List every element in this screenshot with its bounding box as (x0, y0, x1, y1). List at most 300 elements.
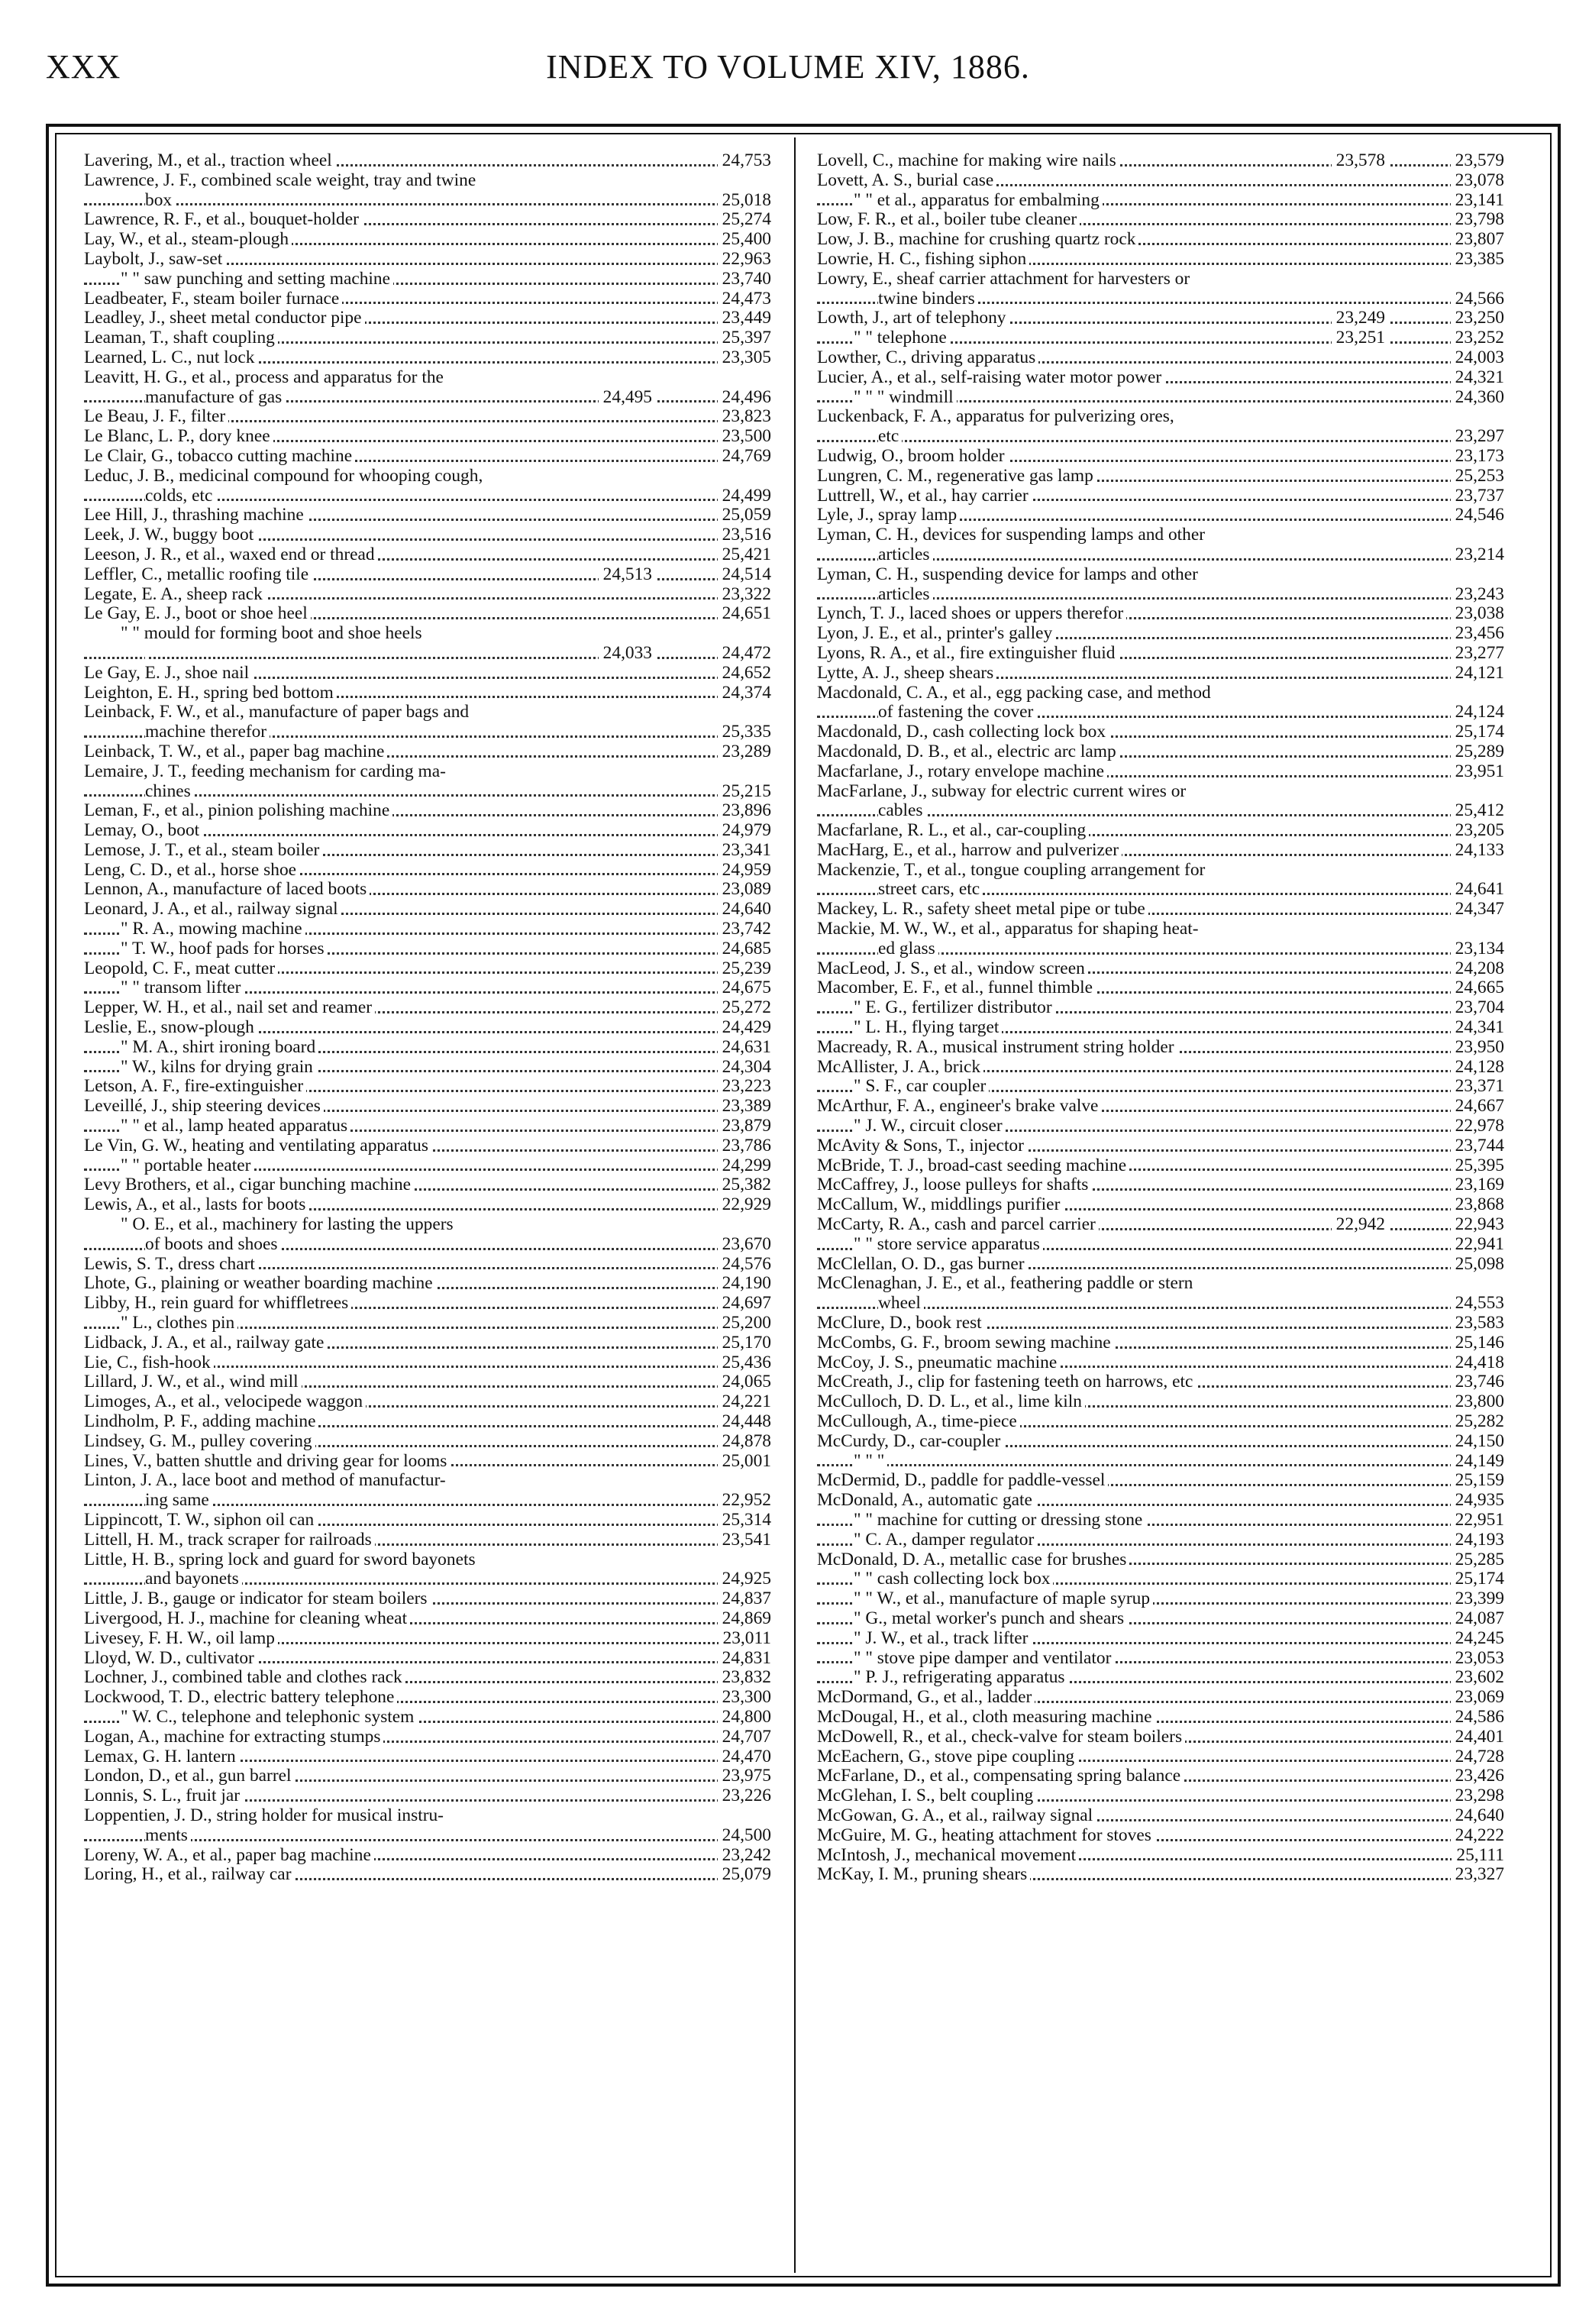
entry-number: 25,285 (1451, 1550, 1504, 1570)
index-entry (817, 1629, 1504, 1649)
entry-text: " " store service apparatus (854, 1235, 1043, 1254)
entry-number: 24,959 (718, 861, 771, 881)
entry-text: Lemay, O., boot (84, 821, 202, 840)
entry-number: 25,239 (718, 959, 771, 979)
entry-line (84, 841, 771, 861)
entry-line (84, 1806, 771, 1826)
entry-text: Lawrence, J. F., combined scale weight, tray and twine (84, 170, 476, 190)
entry-text: " " machine for cutting or dressing stone (854, 1511, 1145, 1530)
entry-line (817, 1195, 1504, 1215)
entry-continuation (84, 1235, 771, 1255)
entry-number: 24,429 (718, 1018, 771, 1038)
entry-continuation (84, 1826, 771, 1846)
index-entry (84, 604, 771, 624)
entry-line (84, 1708, 771, 1728)
entry-text: Lindsey, G. M., pulley covering (84, 1432, 315, 1451)
entry-line (817, 270, 1504, 289)
index-entry (84, 1175, 771, 1195)
entry-line (817, 1471, 1504, 1491)
entry-number: 25,215 (718, 782, 771, 802)
entry-line (817, 900, 1504, 920)
entry-number: 23,252 (1451, 328, 1504, 348)
index-entry (817, 1117, 1504, 1136)
entry-line (817, 328, 1504, 348)
entry-text: McDowell, R., et al., check-valve for steam boilers (817, 1728, 1185, 1747)
entry-line (84, 1018, 771, 1038)
entry-number: 25,174 (1451, 1569, 1504, 1589)
entry-number: 23,583 (1451, 1314, 1504, 1333)
entry-number: 24,665 (1451, 978, 1504, 998)
index-entry (84, 1432, 771, 1452)
index-entry (817, 742, 1504, 762)
entry-text: Lowther, C., driving apparatus (817, 348, 1038, 367)
entry-text: McCullough, A., time-piece (817, 1412, 1020, 1431)
index-entry (84, 427, 771, 447)
entry-text: McCoy, J. S., pneumatic machine (817, 1353, 1060, 1372)
index-entry (817, 506, 1504, 525)
entry-line (84, 525, 771, 545)
entry-number: 23,868 (1451, 1195, 1504, 1215)
entry-line (817, 1668, 1504, 1688)
entry-text: Levy Brothers, et al., cigar bunching machine (84, 1175, 414, 1194)
entry-text: McDermid, D., paddle for paddle-vessel (817, 1471, 1108, 1490)
entry-line (84, 1195, 771, 1215)
entry-text: Linton, J. A., lace boot and method of manufactur- (84, 1470, 446, 1491)
index-entry (84, 1294, 771, 1314)
index-entry (817, 1412, 1504, 1432)
entry-number: 23,038 (1451, 604, 1504, 624)
entry-number: 23,277 (1451, 644, 1504, 664)
entry-number: 23,670 (718, 1235, 771, 1255)
entry-line (84, 801, 771, 821)
index-entry (817, 250, 1504, 270)
entry-line (817, 151, 1504, 171)
entry-text: " " transom lifter (121, 978, 244, 997)
entry-number: 22,978 (1451, 1117, 1504, 1136)
entry-text: Lowry, E., sheaf carrier attachment for harvesters or (817, 268, 1190, 289)
entry-line (84, 1274, 771, 1294)
entry-text: manufacture of gas (145, 388, 285, 407)
index-entry (817, 1511, 1504, 1530)
entry-number: 23,226 (718, 1786, 771, 1806)
entry-number: 23,426 (1451, 1766, 1504, 1786)
entry-number: 24,499 (718, 486, 771, 506)
entry-secondary-number: 23,249 (1332, 309, 1390, 328)
entry-number: 24,800 (718, 1708, 771, 1728)
entry-number: 23,214 (1451, 545, 1504, 565)
entry-number: 24,321 (1451, 368, 1504, 388)
entry-line (817, 782, 1504, 802)
entry-continuation (84, 486, 771, 506)
entry-text: Lyons, R. A., et al., fire extinguisher fluid (817, 644, 1118, 663)
entry-text: Lhote, G., plaining or weather boarding machine (84, 1274, 436, 1293)
entry-text: Lie, C., fish-hook (84, 1353, 214, 1372)
entry-line (84, 348, 771, 368)
entry-text: of boots and shoes (145, 1235, 280, 1254)
index-entry (84, 545, 771, 565)
entry-number: 23,744 (1451, 1136, 1504, 1156)
entry-text: machine therefor (145, 722, 270, 742)
entry-text: Littell, H. M., track scraper for railroads (84, 1530, 375, 1550)
index-entry (84, 270, 771, 289)
entry-number: 23,449 (718, 309, 771, 328)
entry-number: 24,500 (718, 1826, 771, 1846)
dot-leader (817, 440, 1504, 442)
entry-number: 25,395 (1451, 1156, 1504, 1176)
entry-line (817, 1491, 1504, 1511)
entry-text: " O. E., et al., machinery for lasting the uppers (121, 1214, 454, 1235)
entry-line (817, 978, 1504, 998)
entry-text: cables (878, 801, 925, 820)
entry-continuation (817, 427, 1504, 447)
entry-text: Lyon, J. E., et al., printer's galley (817, 624, 1055, 643)
entry-text: " " stove pipe damper and ventilator (854, 1649, 1114, 1668)
entry-continuation (84, 782, 771, 802)
entry-number: 23,950 (1451, 1038, 1504, 1058)
entry-text: McKay, I. M., pruning shears (817, 1865, 1030, 1884)
entry-number: 24,925 (718, 1569, 771, 1589)
index-entry (817, 565, 1504, 605)
index-entry (84, 230, 771, 250)
index-entry (817, 920, 1504, 959)
index-entry (84, 1058, 771, 1078)
entry-number: 23,297 (1451, 427, 1504, 447)
entry-line (817, 861, 1504, 881)
index-entry (817, 1432, 1504, 1452)
entry-number: 25,111 (1452, 1846, 1504, 1866)
index-entry (817, 644, 1504, 664)
entry-line (84, 1511, 771, 1530)
entry-line (84, 368, 771, 388)
entry-text: ing same (145, 1491, 212, 1510)
entry-line (84, 407, 771, 427)
entry-number: 23,250 (1451, 309, 1504, 328)
entry-line (84, 920, 771, 939)
entry-number: 23,602 (1451, 1668, 1504, 1688)
entry-text: " L., clothes pin (121, 1314, 237, 1333)
entry-line (817, 742, 1504, 762)
entry-line (817, 1372, 1504, 1392)
index-entry (817, 959, 1504, 979)
entry-text: Luttrell, W., et al., hay carrier (817, 486, 1032, 506)
entry-number: 23,737 (1451, 486, 1504, 506)
index-entry (817, 1018, 1504, 1038)
entry-text (145, 644, 148, 663)
entry-line (817, 920, 1504, 939)
index-entry (84, 289, 771, 309)
index-entry (817, 604, 1504, 624)
index-entry (817, 1846, 1504, 1866)
entry-text: " S. F., car coupler (854, 1077, 989, 1096)
entry-continuation (817, 703, 1504, 722)
entry-number: 23,832 (718, 1668, 771, 1688)
entry-text: McGowan, G. A., et al., railway signal (817, 1806, 1096, 1825)
entry-number: 23,385 (1451, 250, 1504, 270)
entry-text: Loppentien, J. D., string holder for musical instru- (84, 1805, 444, 1825)
entry-line (817, 644, 1504, 664)
entry-text: Loring, H., et al., railway car (84, 1865, 294, 1884)
index-entry (817, 1077, 1504, 1097)
entry-number: 23,322 (718, 585, 771, 605)
entry-text: Lindholm, P. F., adding machine (84, 1412, 318, 1431)
index-column-left (84, 151, 771, 2267)
entry-number: 24,304 (718, 1058, 771, 1078)
index-entry (84, 1038, 771, 1058)
entry-text: Livergood, H. J., machine for cleaning wheat (84, 1609, 410, 1628)
entry-number: 25,059 (718, 506, 771, 525)
index-entry (84, 1195, 771, 1215)
index-entry (817, 1058, 1504, 1078)
entry-text: Leslie, E., snow-plough (84, 1018, 257, 1037)
index-entry (84, 684, 771, 703)
entry-text: Le Gay, E. J., boot or shoe heel (84, 604, 311, 623)
entry-number: 25,314 (718, 1511, 771, 1530)
entry-continuation (84, 191, 771, 211)
entry-number: 24,566 (1451, 289, 1504, 309)
index-entry (817, 782, 1504, 822)
entry-text: Lillard, J. W., et al., wind mill (84, 1372, 302, 1391)
entry-text: " " et al., apparatus for embalming (854, 191, 1103, 210)
index-entry (84, 1452, 771, 1472)
entry-line (817, 309, 1504, 328)
entry-line (817, 624, 1504, 644)
entry-number: 23,500 (718, 427, 771, 447)
entry-text: " T. W., hoof pads for horses (121, 939, 328, 958)
entry-number: 23,011 (719, 1629, 771, 1649)
index-entry (84, 1117, 771, 1136)
entry-text: London, D., et al., gun barrel (84, 1766, 295, 1786)
index-entry (817, 1353, 1504, 1373)
index-entry (84, 328, 771, 348)
index-entry (84, 664, 771, 684)
entry-number: 24,553 (1451, 1294, 1504, 1314)
entry-line (817, 1550, 1504, 1570)
entry-line (817, 1175, 1504, 1195)
index-entry (84, 1668, 771, 1688)
index-entry (817, 1274, 1504, 1314)
entry-number: 24,496 (718, 388, 771, 408)
index-entry (817, 684, 1504, 723)
entry-line (817, 1097, 1504, 1117)
entry-line (84, 151, 771, 171)
entry-line (817, 1589, 1504, 1609)
entry-line (84, 1649, 771, 1669)
entry-text: Lockwood, T. D., electric battery telephone (84, 1688, 397, 1707)
index-entry (817, 1491, 1504, 1511)
entry-number: 25,159 (1451, 1471, 1504, 1491)
entry-text: McBride, T. J., broad-cast seeding machine (817, 1156, 1129, 1175)
entry-text: McCreath, J., clip for fastening teeth on harrows, etc (817, 1372, 1196, 1391)
entry-text: " W., kilns for drying grain (121, 1058, 316, 1077)
entry-text: McGlehan, I. S., belt coupling (817, 1786, 1036, 1805)
index-entry (84, 1471, 771, 1511)
index-entry (817, 1195, 1504, 1215)
entry-text: Lemaire, J. T., feeding mechanism for carding ma- (84, 761, 446, 781)
entry-text: Macomber, E. F., et al., funnel thimble (817, 978, 1096, 997)
entry-text: colds, etc (145, 486, 215, 506)
entry-text: Macready, R. A., musical instrument string holder (817, 1038, 1177, 1057)
entry-line (817, 821, 1504, 841)
index-entry (84, 585, 771, 605)
index-entry (817, 998, 1504, 1018)
index-entry (817, 861, 1504, 900)
entry-number: 25,170 (718, 1333, 771, 1353)
entry-text: Macfarlane, J., rotary envelope machine (817, 762, 1107, 781)
entry-number: 23,896 (718, 801, 771, 821)
entry-line (84, 1766, 771, 1786)
entry-number: 24,651 (718, 604, 771, 624)
entry-text: Macdonald, C. A., et al., egg packing case, and method (817, 682, 1211, 703)
entry-line (817, 1747, 1504, 1767)
entry-line (84, 1668, 771, 1688)
entry-text: Mackie, M. W., W., et al., apparatus for shaping heat- (817, 919, 1199, 939)
entry-number: 22,941 (1451, 1235, 1504, 1255)
entry-text: " L. H., flying target (854, 1018, 1002, 1037)
entry-line (84, 1452, 771, 1472)
entry-text: Lovell, C., machine for making wire nails (817, 151, 1119, 170)
entry-text: Little, J. B., gauge or indicator for steam boilers (84, 1589, 431, 1608)
entry-line (817, 191, 1504, 211)
entry-text: Leadley, J., sheet metal conductor pipe (84, 309, 365, 328)
entry-text: Lippincott, T. W., siphon oil can (84, 1511, 317, 1530)
entry-line (817, 1806, 1504, 1826)
entry-line (817, 1629, 1504, 1649)
entry-continuation (84, 1491, 771, 1511)
entry-text: McGuire, M. G., heating attachment for stoves (817, 1826, 1155, 1845)
index-entry (817, 171, 1504, 191)
entry-line (817, 722, 1504, 742)
entry-text: Lucier, A., et al., self-raising water motor power (817, 368, 1164, 387)
entry-line (817, 1274, 1504, 1294)
entry-text: twine binders (878, 289, 978, 309)
entry-line (817, 565, 1504, 585)
entry-text: articles (878, 585, 933, 604)
entry-text: Leighton, E. H., spring bed bottom (84, 684, 337, 703)
index-entry (817, 1766, 1504, 1786)
index-entry (84, 467, 771, 506)
entry-number: 23,173 (1451, 447, 1504, 467)
entry-number: 23,742 (718, 920, 771, 939)
index-entry (817, 1609, 1504, 1629)
index-entry (817, 388, 1504, 408)
entry-line (84, 959, 771, 979)
index-entry (817, 722, 1504, 742)
index-entry (84, 742, 771, 762)
entry-number: 24,576 (718, 1255, 771, 1275)
entry-line (84, 250, 771, 270)
entry-continuation (84, 1569, 771, 1589)
entry-line (817, 998, 1504, 1018)
index-entry (817, 270, 1504, 309)
entry-number: 23,740 (718, 270, 771, 289)
index-entry (84, 1747, 771, 1767)
entry-line (84, 1412, 771, 1432)
entry-line (817, 1452, 1504, 1472)
entry-line (84, 939, 771, 959)
index-entry (817, 191, 1504, 211)
entry-text: Leng, C. D., et al., horse shoe (84, 861, 299, 880)
entry-secondary-number: 24,513 (599, 565, 657, 585)
index-entry (84, 1511, 771, 1530)
index-entry (817, 210, 1504, 230)
entry-continuation (817, 545, 1504, 565)
entry-text: Lytte, A. J., sheep shears (817, 664, 996, 683)
entry-text: Learned, L. C., nut lock (84, 348, 257, 367)
entry-text: Lowth, J., art of telephony (817, 309, 1009, 328)
entry-continuation (84, 644, 771, 664)
entry-text: Low, J. B., machine for crushing quartz rock (817, 230, 1138, 249)
index-entry (84, 900, 771, 920)
entry-text: Lungren, C. M., regenerative gas lamp (817, 467, 1096, 486)
index-entry (817, 368, 1504, 388)
entry-number: 24,473 (718, 289, 771, 309)
entry-number: 23,704 (1451, 998, 1504, 1018)
entry-secondary-number: 22,942 (1332, 1215, 1390, 1235)
entry-text: " " " windmill (854, 388, 957, 407)
entry-text: " " saw punching and setting machine (121, 270, 393, 289)
entry-line (84, 1392, 771, 1412)
entry-number: 23,807 (1451, 230, 1504, 250)
entry-line (84, 684, 771, 703)
index-entry (817, 1589, 1504, 1609)
index-entry (817, 1255, 1504, 1275)
entry-text: McClellan, O. D., gas burner (817, 1255, 1028, 1274)
index-entry (84, 998, 771, 1018)
entry-line (84, 1530, 771, 1550)
index-entry (84, 1392, 771, 1412)
entry-number: 24,299 (718, 1156, 771, 1176)
index-entry (817, 821, 1504, 841)
entry-text: McDormand, G., et al., ladder (817, 1688, 1035, 1707)
entry-number: 25,335 (718, 722, 771, 742)
entry-line (84, 1156, 771, 1176)
entry-continuation (817, 585, 1504, 605)
entry-line (84, 1609, 771, 1629)
entry-number: 24,221 (718, 1392, 771, 1412)
index-entry (817, 328, 1504, 348)
entry-text: " " W., et al., manufacture of maple syrup (854, 1589, 1153, 1608)
index-entry (84, 1372, 771, 1392)
index-entry (84, 1649, 771, 1669)
entry-text: " " telephone (854, 328, 950, 347)
entry-line (817, 250, 1504, 270)
entry-text: etc (878, 427, 902, 446)
entry-text: " E. G., fertilizer distributor (854, 998, 1055, 1017)
entry-number: 24,640 (718, 900, 771, 920)
entry-text: Ludwig, O., broom holder (817, 447, 1008, 466)
entry-text: Lepper, W. H., et al., nail set and reamer (84, 998, 375, 1017)
entry-number: 24,472 (718, 644, 771, 664)
entry-number: 23,327 (1451, 1865, 1504, 1885)
entry-number: 24,652 (718, 664, 771, 684)
entry-number: 24,087 (1451, 1609, 1504, 1629)
entry-line (817, 1392, 1504, 1412)
entry-number: 23,823 (718, 407, 771, 427)
entry-number: 24,586 (1451, 1708, 1504, 1728)
entry-number: 24,193 (1451, 1530, 1504, 1550)
index-entry (84, 309, 771, 328)
index-entry (84, 939, 771, 959)
entry-line (817, 1530, 1504, 1550)
entry-number: 24,631 (718, 1038, 771, 1058)
index-entry (84, 525, 771, 545)
entry-number: 24,697 (718, 1294, 771, 1314)
index-entry (817, 1649, 1504, 1669)
index-entry (817, 447, 1504, 467)
entry-line (84, 624, 771, 644)
entry-line (84, 762, 771, 782)
entry-text: Low, F. R., et al., boiler tube cleaner (817, 210, 1080, 229)
